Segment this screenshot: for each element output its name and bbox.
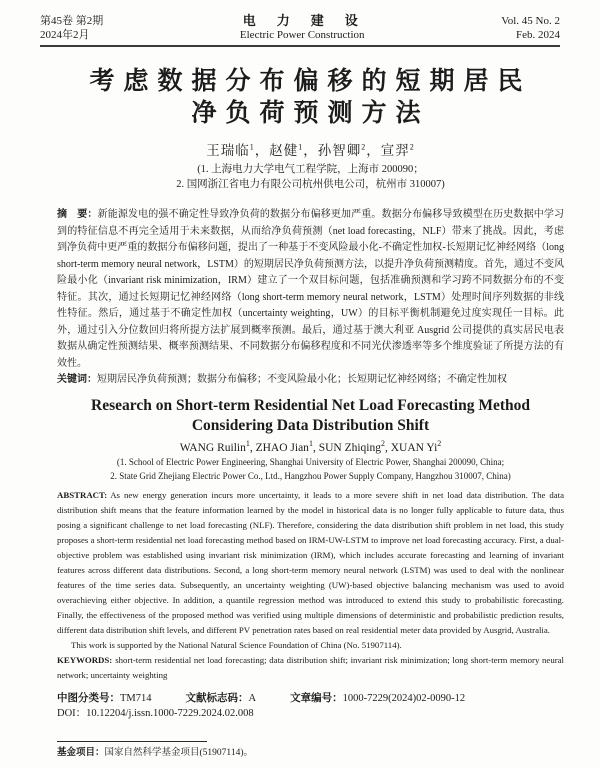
abstract-en-text: As new energy generation incurs more uncertainty, it leads to a more severe shift in net load data distribution. The data distribution shift means that the feature information learned by the model in historical data is no longer fully applicable to future data, thus posing a significant challenge to net load forecasting (NLF). Therefore, considering the data distribution shift problem in net load, this study proposes a short-term residential net load forecasting method based on IRM-UW-LSTM to improve net load forecasting accuracy. First, a dual-objective problem was established using invariant risk minimization (IRM), which includes accurate forecasting and learning of invariant features across different data distributions. Second, a long short-term memory neural network (LSTM) was used to deal with the nonlinear features of the time series data. Subsequently, an uncertainty weighting (UW)-based objective balancing mechanism was used to avoid overachieving either objective. In addition, a quantile regression method was introduced to extend this study to probabilistic forecasting. Finally, the effectiveness of the proposed method was verified using multiple dimensions of deterministic and probabilistic prediction results, different data distribution shift levels, and different PV penetration rates based on real residential meter data provided by Ausgrid, Australia. (57, 490, 564, 636)
article-title-zh-line1: 考虑数据分布偏移的短期居民 (89, 66, 532, 95)
header-divider (40, 45, 560, 47)
doi-label: DOI： (57, 708, 87, 720)
authors-zh (57, 139, 564, 159)
article-title-en-line1: Research on Short-term Residential Net Load Forecasting Method (91, 396, 530, 414)
keywords-en (57, 653, 564, 683)
article-meta-row (57, 691, 564, 706)
footnote-label: 基金项目： (57, 748, 105, 758)
keywords-en-label: KEYWORDS: (57, 655, 113, 666)
keywords-en-text: short-term residential net load forecasting; data distribution shift; invariant risk minimization; long short-term memory neural network; uncertainty weighting (57, 655, 564, 681)
abstract-zh-text: 新能源发电的强不确定性导致净负荷的数据分布偏移更加严重。数据分布偏移导致模型在历史数据中学习到的特征信息不再完全适用于未来数据，从而给净负荷预测（net load forecasting，NLF）带来了挑战。因此，考虑到净负荷中更严重的数据分布偏移问题，提出了一种基于不变风险最小化-不确定性加权-长短期记忆神经网络（long short-term memory neural network，LSTM）的短期居民净负荷预测方法，以提升净负荷预测精度。首先，通过不变风险最小化（invariant risk minimization，IRM）建立了一个双目标问题，包括准确预测和学习跨不同数据分布的不变特征。其次，通过长短期记忆神经网络（long short-term memory neural network，LSTM）处理时间序列数据的非线性特征。然后，通过基于不确定性加权（uncertainty weighting，UW）的目标平衡机制避免过度实现任一目标。此外，通过引入分位数回归将所提方法扩展到概率预测。最后，通过基于澳大利亚 Ausgrid 公司提供的真实居民电表数据从确定性预测结果、概率预测结果、不同数据分布偏移程度和不同光伏渗透率等多个维度验证了所提方法的有效性。 (57, 209, 565, 369)
doi-row (57, 706, 564, 721)
issue-date-en: Feb. 2024 (515, 29, 560, 41)
keywords-zh (57, 372, 564, 389)
author-zh: 王瑞临$^1$， (206, 142, 270, 158)
abstract-zh (57, 207, 564, 372)
author-en: XUAN Yi$^2$ (390, 439, 442, 455)
clc-number: 中图分类号：TM714 (57, 693, 152, 705)
volume-en: Vol. 45 No. 2 (501, 15, 560, 27)
article-title-zh-line2: 净负荷预测方法 (191, 98, 430, 127)
document-code: 文献标志码：A (185, 693, 257, 705)
volume-issue: 第45卷 第2期 (40, 15, 104, 27)
article-number: 文章编号：1000-7229(2024)02-0090-12 (290, 693, 466, 705)
abstract-zh-label: 摘 要： (57, 209, 98, 220)
abstract-en-label: ABSTRACT: (57, 490, 108, 501)
article-title-en-line2: Considering Data Distribution Shift (191, 416, 430, 434)
author-zh: 孙智卿$^2$， (317, 142, 381, 158)
journal-header (40, 14, 560, 42)
journal-header-center (240, 14, 365, 42)
author-en: SUN Zhiqing$^2$, (318, 439, 391, 455)
keywords-zh-label: 关键词： (57, 374, 97, 385)
issue-date-zh: 2024年2月 (40, 29, 90, 41)
affiliation-en-2: 2. State Grid Zhejiang Electric Power Co., Ltd., Hangzhou Power Supply Company, Hangzhou 310007, China) (110, 470, 511, 481)
abstract-zh-block (57, 207, 564, 389)
journal-header-right (501, 14, 560, 42)
footnote (57, 741, 537, 760)
journal-name-en: Electric Power Construction (239, 29, 365, 41)
author-zh: 宣羿$^2$ (380, 142, 415, 158)
affiliation-en-1: (1. School of Electric Power Engineering, Shanghai University of Electric Power, Shanghai 200090, China; (116, 457, 505, 468)
footnote-divider (57, 741, 207, 742)
authors-en (57, 440, 564, 455)
abstract-en (57, 488, 564, 638)
keywords-zh-text: 短期居民净负荷预测；数据分布偏移；不变风险最小化；长短期记忆神经网络；不确定性加权 (97, 374, 507, 385)
author-zh: 赵健$^1$， (269, 142, 318, 158)
doi-value: 10.12204/j.issn.1000-7229.2024.02.008 (86, 708, 254, 720)
journal-name-zh: 电 力 建 设 (242, 13, 362, 28)
affiliations-en (57, 456, 564, 483)
affiliation-zh-2: 2. 国网浙江省电力有限公司杭州供电公司，杭州市 310007) (176, 179, 445, 190)
article-title-en (57, 396, 564, 436)
funding-statement: This work is supported by the National Natural Science Foundation of China (No. 51907114). (71, 640, 402, 651)
abstract-en-block (57, 488, 564, 683)
footnote-text: 国家自然科学基金项目(51907114)。 (104, 748, 253, 758)
affiliations-zh (57, 162, 564, 192)
author-en: WANG Ruilin$^1$, (179, 439, 256, 455)
affiliation-zh-1: (1. 上海电力大学电气工程学院，上海市 200090； (197, 164, 424, 175)
author-en: ZHAO Jian$^1$, (255, 439, 319, 455)
journal-header-left (40, 14, 103, 42)
article-title-zh (57, 65, 564, 129)
